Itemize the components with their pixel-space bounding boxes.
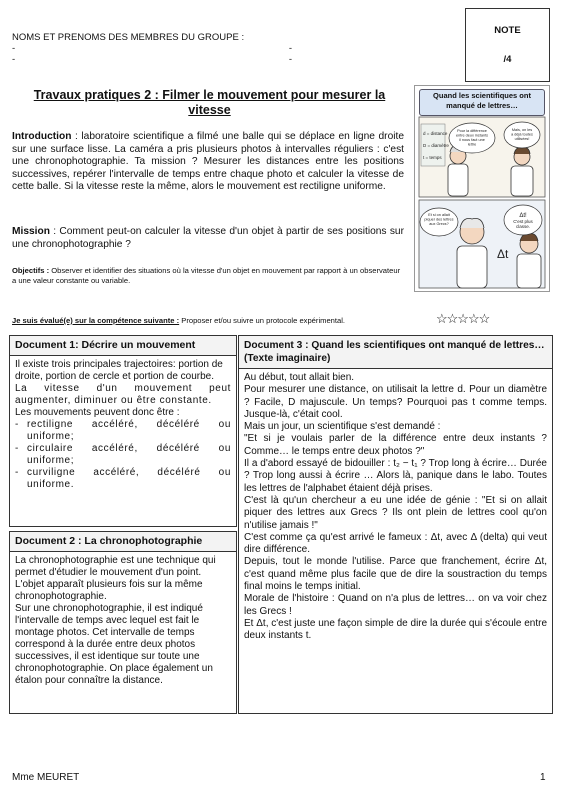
- doc3-p4: Il a d'abord essayé de bidouiller : t₂ − t₁ ? Trop long à écrire… Durée ? Trop long aussi à écrire … Alors là, panique dans le labo. Toutes les lettres de l'alphabet étaient déjà prises.: [244, 458, 547, 494]
- doc3-p7: Depuis, tout le monde l'utilise. Parce que franchement, écrire Δt, c'est quand même plus facile que de dire la soustraction du temps final moins le temps initial.: [244, 556, 547, 593]
- doc3-body: [239, 369, 552, 646]
- doc2-p1: La chronophotographie est une technique qui permet d'étudier le mouvement d'un point. L'objet apparaît plusieurs fois sur la même chronophotographie.: [15, 555, 216, 602]
- intro-text: : laboratoire scientifique a filmé une balle qui se déplace en ligne droite sur une surface lisse. La caméra a pris plusieurs photos à intervalles réguliers : c'est une chronophotographie. Ta mission ? Mesurer les distances entre les positions successives, repérer l'intervalle de temps entre chaque photo et calculer la vitesse de cette balle. Si la vitesse reste la même, alors le mouvement est rectiligne uniforme.: [12, 131, 404, 193]
- competence-label: Je suis évalué(e) sur la compétence suivante :: [12, 316, 180, 325]
- doc2-p2: Sur une chronophotographie, il est indiqué l'intervalle de temps avec lequel est fait le montage photos. Cet intervalle de temps correspond à la durée entre deux photos successives, il est identique sur toute une chronophotographie. On place également un étalon pour connaître la distance.: [15, 603, 213, 686]
- board-line-1: d = distance: [423, 131, 448, 136]
- competence-line: [12, 316, 345, 325]
- mission-text: : Comment peut-on calculer la vitesse d'un objet à partir de ses positions sur une chronophotographie ?: [12, 226, 404, 250]
- intro-paragraph: [12, 131, 404, 194]
- group-names-block: [12, 32, 292, 65]
- doc3-p0: Au début, tout allait bien.: [244, 372, 355, 383]
- doc3-p9: Et Δt, c'est juste une façon simple de dire la durée qui s'écoule entre deux instants t.: [244, 617, 547, 642]
- footer-author: Mme MEURET: [12, 772, 80, 783]
- mission-paragraph: [12, 226, 404, 251]
- doc1-item-3: - curviligne accéléré, décéléré ou uniforme.: [15, 467, 231, 490]
- objectifs-paragraph: [12, 266, 404, 286]
- note-label: NOTE: [494, 25, 521, 36]
- doc3-p1: Pour mesurer une distance, on utilisait la lettre d. Pour un diamètre ? Facile, D majuscule. Un temps? Pourquoi pas t comme temps. Jusque-là, c'était cool.: [244, 384, 547, 420]
- doc3-p3: "Et si je voulais parler de la différence entre deux instants ? Comme… le temps entre deux photos ?": [244, 433, 547, 457]
- footer-page-number: 1: [540, 772, 546, 783]
- group-names-title: NOMS ET PRENOMS DES MEMBRES DU GROUPE :: [12, 32, 245, 43]
- document-3: [238, 335, 553, 714]
- doc2-title: Document 2 : La chronophotographie: [10, 532, 236, 552]
- comic-drawing: [415, 86, 549, 291]
- note-box: [465, 8, 550, 82]
- comic-illustration: [414, 85, 550, 292]
- scientist-3: [457, 218, 487, 288]
- note-score: /4: [503, 54, 512, 65]
- doc3-title: Document 3 : Quand les scientifiques ont manqué de lettres… (Texte imaginaire): [239, 336, 552, 369]
- doc3-p6: C'est comme ça qu'est arrivé le fameux : Δt, avec Δ (delta) qui veut dire différence.: [244, 531, 547, 556]
- comic-caption: Quand les scientifiques ont manqué de lettres…: [419, 89, 545, 116]
- scientist-2: [511, 148, 533, 196]
- bubble-4-text: Δt! C'est plus classe.: [513, 213, 533, 229]
- name-line-2[interactable]: - -: [12, 54, 292, 65]
- doc3-p5: C'est là qu'un chercheur a eu une idée de génie : "Et si on allait piquer des lettres aux Grecs ? Ils ont plein de lettres cool qu'on n'utilise jamais !": [244, 494, 547, 531]
- bubble-3-text: Et si on allait piquer des lettres aux Grecs?: [424, 213, 454, 226]
- mission-label: Mission: [12, 226, 50, 237]
- bubble-1-text: Pour la différence entre deux instants il nous faut une lettre: [455, 129, 489, 147]
- objectifs-text: Observer et identifier des situations où la vitesse d'un objet en mouvement par rapport à un observateur a une valeur constante ou variable.: [12, 266, 401, 285]
- doc1-body: [10, 356, 236, 494]
- doc2-body: [10, 552, 236, 690]
- rating-stars[interactable]: ☆☆☆☆☆: [436, 311, 490, 326]
- objectifs-label: Objectifs :: [12, 266, 50, 275]
- document-1: [9, 335, 237, 527]
- scientist-1: [448, 146, 468, 196]
- competence-text: Proposer et/ou suivre un protocole expérimental.: [179, 316, 346, 325]
- doc1-item-2: - circulaire accéléré, décéléré ou uniforme;: [15, 443, 231, 466]
- doc1-p2: La vitesse d'un mouvement peut augmenter, diminuer ou être constante.: [15, 383, 231, 406]
- comic-delta-t: Δt: [497, 247, 509, 261]
- doc3-p2: Mais un jour, un scientifique s'est demandé :: [244, 421, 441, 433]
- scientist-4: [517, 234, 541, 288]
- page-title: Travaux pratiques 2 : Filmer le mouvement pour mesurer la vitesse: [33, 88, 386, 117]
- doc3-p8: Morale de l'histoire : Quand on n'a plus de lettres… on va voir chez les Grecs !: [244, 593, 547, 617]
- board-line-2: D = diamètre: [423, 143, 449, 148]
- doc1-title: Document 1: Décrire un mouvement: [10, 336, 236, 356]
- bubble-2-text: Mais, on les a déjà toutes utilisées!: [511, 128, 533, 141]
- doc1-p3: Les mouvements peuvent donc être :: [15, 407, 180, 418]
- document-2: [9, 531, 237, 714]
- doc1-p1: Il existe trois principales trajectoires: portion de droite, portion de cercle et portion de courbe.: [15, 359, 223, 382]
- board-line-3: t = temps: [423, 155, 442, 160]
- intro-label: Introduction: [12, 131, 72, 142]
- name-line-1[interactable]: - -: [12, 43, 292, 54]
- doc1-item-1: - rectiligne accéléré, décéléré ou uniforme;: [15, 419, 231, 442]
